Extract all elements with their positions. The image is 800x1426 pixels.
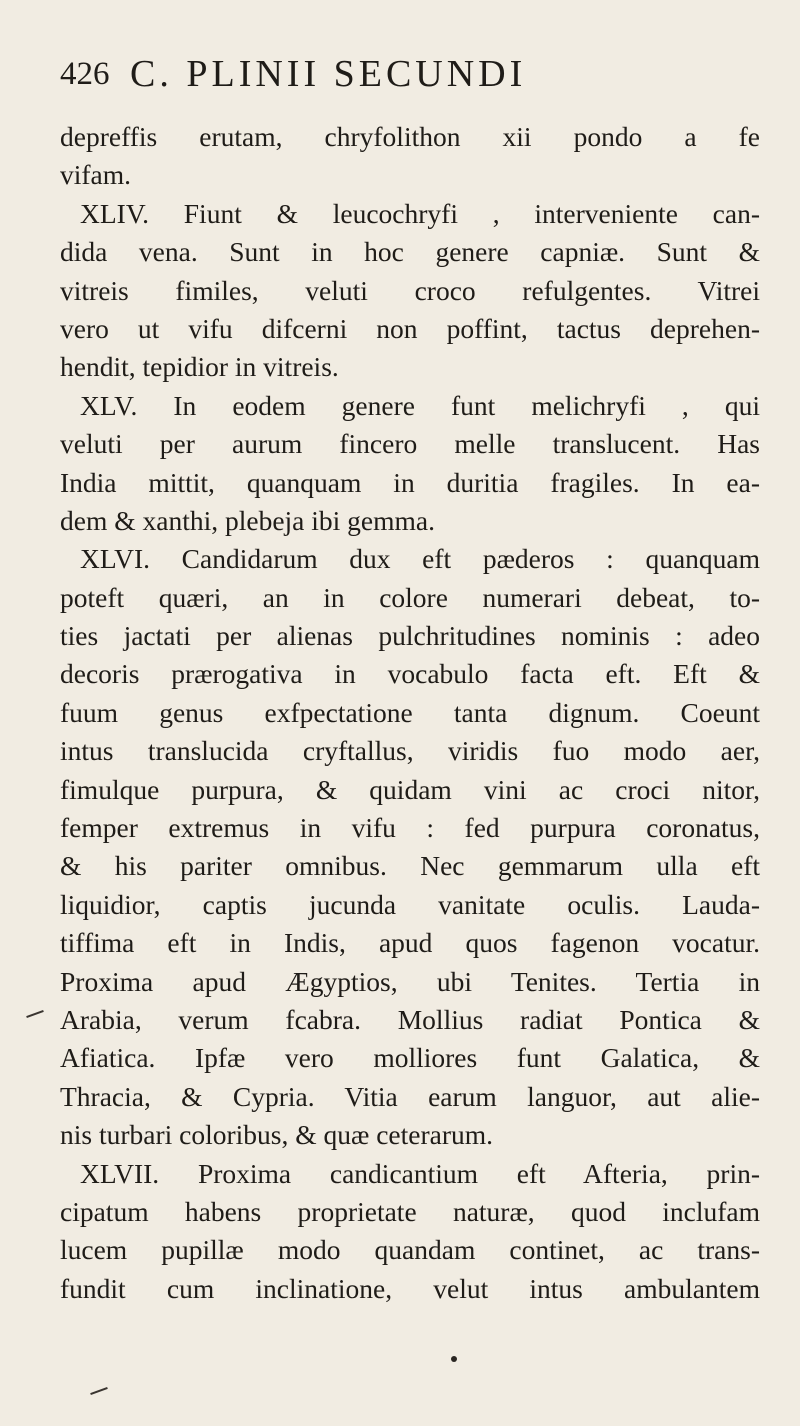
- section-xliv-start: XLIV. Fiunt & leucochryfi , interveniente can-: [80, 197, 760, 229]
- margin-mark: [26, 1010, 44, 1018]
- running-title: C. PLINII SECUNDI: [130, 53, 527, 95]
- text-line: lucem pupillæ modo quandam continet, ac trans-: [60, 1234, 760, 1266]
- text-line: hendit, tepidior in vitreis.: [60, 351, 339, 383]
- margin-mark: [90, 1387, 108, 1395]
- text-line: Proxima apud Ægyptios, ubi Tenites. Tertia in: [60, 965, 760, 997]
- text-line: vitreis fimiles, veluti croco refulgentes. Vitrei: [60, 274, 760, 306]
- text-line: fimulque purpura, & quidam vini ac croci nitor,: [60, 773, 760, 805]
- text-line: veluti per aurum fincero melle translucent. Has: [60, 428, 760, 460]
- text-line: poteft quæri, an in colore numerari debeat, to-: [60, 581, 760, 613]
- section-xlv-start: XLV. In eodem genere funt melichryfi , qui: [80, 389, 760, 421]
- text-line: Arabia, verum fcabra. Mollius radiat Pontica &: [60, 1003, 760, 1035]
- text-line: cipatum habens proprietate naturæ, quod inclufam: [60, 1195, 760, 1227]
- page-number: 426: [60, 56, 110, 92]
- text-line: fundit cum inclinatione, velut intus ambulantem: [60, 1272, 760, 1304]
- text-line: fuum genus exfpectatione tanta dignum. Coeunt: [60, 696, 760, 728]
- text-line: & his pariter omnibus. Nec gemmarum ulla eft: [60, 850, 760, 882]
- text-line: liquidior, captis jucunda vanitate oculis. Lauda-: [60, 888, 760, 920]
- ink-speck: [451, 1356, 457, 1362]
- text-line: vifam.: [60, 159, 132, 191]
- running-head: [60, 52, 740, 102]
- body-text: [60, 118, 760, 1308]
- text-line: Afiatica. Ipfæ vero molliores funt Galatica, &: [60, 1042, 760, 1074]
- text-line: Thracia, & Cypria. Vitia earum languor, aut alie-: [60, 1080, 760, 1112]
- text-line: femper extremus in vifu : fed purpura coronatus,: [60, 812, 760, 844]
- text-line: vero ut vifu difcerni non poffint, tactus deprehen-: [60, 312, 760, 344]
- text-line: dida vena. Sunt in hoc genere capniæ. Sunt &: [60, 236, 760, 268]
- text-line: ties jactati per alienas pulchritudines nominis : adeo: [60, 620, 760, 652]
- text-line: dem & xanthi, plebeja ibi gemma.: [60, 504, 435, 536]
- section-xlvii-start: XLVII. Proxima candicantium eft Afteria, prin-: [80, 1157, 760, 1189]
- text-line: decoris prærogativa in vocabulo facta eft. Eft &: [60, 658, 760, 690]
- text-line: depreffis erutam, chryfolithon xii pondo a fe: [60, 121, 760, 152]
- text-line: nis turbari coloribus, & quæ ceterarum.: [60, 1119, 494, 1151]
- text-line: India mittit, quanquam in duritia fragiles. In ea-: [60, 466, 760, 498]
- text-line: tiffima eft in Indis, apud quos fagenon vocatur.: [60, 927, 760, 959]
- section-xlvi-start: XLVI. Candidarum dux eft pæderos : quanquam: [80, 543, 760, 575]
- text-line: intus translucida cryftallus, viridis fuo modo aer,: [60, 735, 760, 767]
